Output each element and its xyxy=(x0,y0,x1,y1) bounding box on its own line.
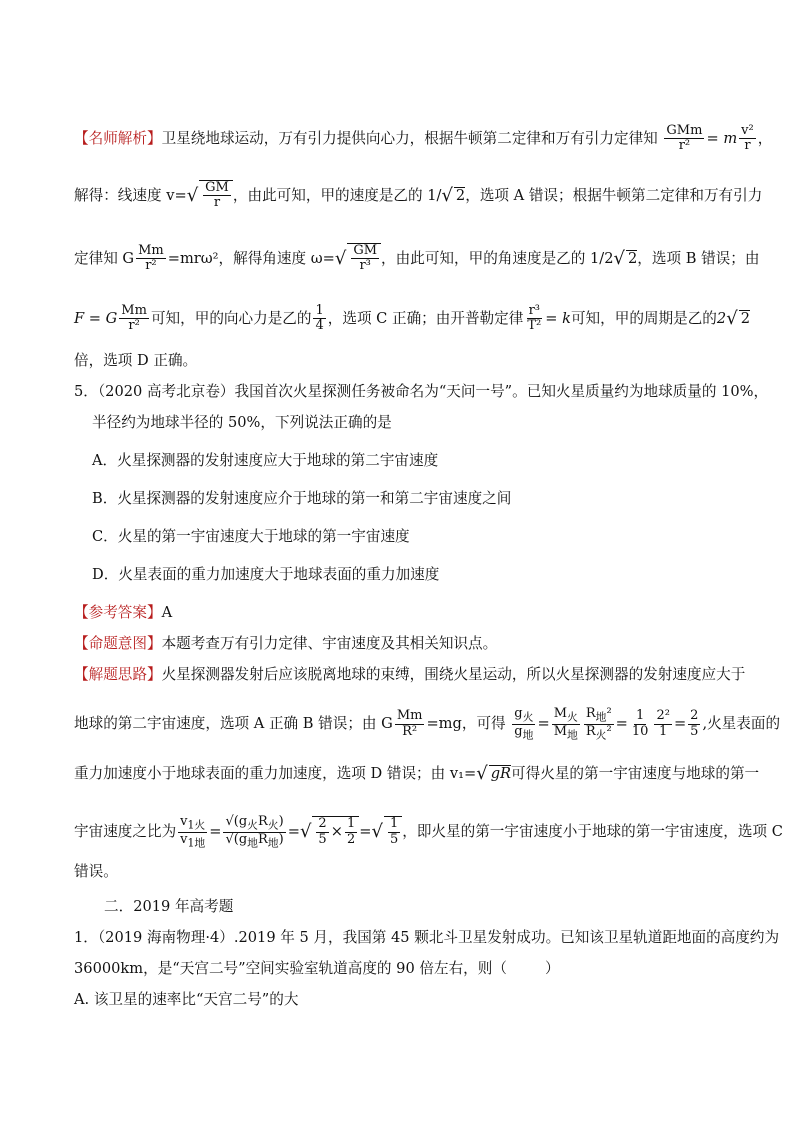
q5-solution-text-3b: 可得火星的第一宇宙速度与地球的第一 xyxy=(511,765,760,782)
formula-gm-r3: $\frac{GM}{\text{r³}}$ xyxy=(353,243,378,274)
analysis-text-1: 卫星绕地球运动，万有引力提供向心力，根据牛顿第二定律和万有引力定律知 xyxy=(161,129,658,147)
q5-stem-1: 5．（2020 高考北京卷）我国首次火星探测任务被命名为“天问一号”。已知火星质量约为地球质量的 10%， xyxy=(74,383,769,400)
q5-option-d-text: D．火星表面的重力加速度大于地球表面的重力加速度 xyxy=(92,566,440,583)
q5-answer-value: A xyxy=(161,604,173,621)
formula-two-squared-over-one: $\frac{\text{2²}}{1}$ xyxy=(656,708,670,739)
analysis-text-4c: 可知，甲的周期是乙的 xyxy=(570,309,717,327)
analysis-line-3: 定律知 G $\frac{Mm}{\text{r²}}$ =mrω²，解得角速度 ω=√ $\frac{GM}{\text{r³}}$ ，由此可知，甲的角速度是乙的 1/2√ 2，选项 B 错误；由 xyxy=(74,243,760,274)
analysis-text-2c: ，选项 A 错误；根据牛顿第二定律和万有引力 xyxy=(465,186,763,204)
analysis-text-5: 倍，选项 D 正确。 xyxy=(74,352,198,369)
formula-sqrt-gR: gR xyxy=(490,765,512,783)
q5-option-c xyxy=(92,527,410,547)
q5-option-b xyxy=(92,489,511,509)
q1-stem-2b: ） xyxy=(544,960,560,977)
q5-option-d xyxy=(92,565,439,585)
analysis-text-3b: =mrω²，解得角速度 ω= xyxy=(167,249,335,267)
analysis-line-4: F = G $\frac{Mm}{\text{r²}}$ 可知，甲的向心力是乙的 $\frac{1}{4}$ ，选项 C 正确；由开普勒定律 $\frac{\text{r³}}{\text{T²}}$ = k可知，甲的周期是乙的2√ 2 xyxy=(74,303,750,334)
analysis-text-3a: 定律知 G xyxy=(74,249,135,267)
q5-solution-text-3a: 重力加速度小于地球表面的重力加速度，选项 D 错误；由 v₁= xyxy=(74,765,477,782)
formula-m-ratio: $\frac{M_火}{M_地}$ xyxy=(553,706,578,742)
formula-mm-R2: $\frac{Mm}{\text{R²}}$ xyxy=(396,708,423,739)
q5-solution-text-2a: 地球的第二宇宙速度，选项 A 正确 B 错误；由 G xyxy=(74,715,393,732)
analysis-label: 【名师解析】 xyxy=(74,129,162,147)
formula-v1-ratio: $\frac{v_{1火}}{v_{1地}}$ xyxy=(180,814,206,850)
q5-solution-line-1 xyxy=(74,665,745,685)
q5-option-a xyxy=(92,451,438,471)
analysis-text-3c: ，由此可知，甲的角速度是乙的 1/2 xyxy=(381,249,614,267)
q5-solution-text-1: 火星探测器发射后应该脱离地球的束缚，围绕火星运动，所以火星探测器的发射速度应大于 xyxy=(161,666,746,683)
formula-two-fifths: $\frac{2}{5}$ xyxy=(690,708,699,739)
q1-stem-line-2 xyxy=(74,959,560,979)
q5-solution-line-2: 地球的第二宇宙速度，选项 A 正确 B 错误；由 G $\frac{Mm}{\text{R²}}$ =mg，可得 $\frac{g_火}{g_地}$ = $\frac{M_火}{M_地}$ $\frac{R_地^2}{R_火^2}$ = $\frac{1}{10}$ $\frac{\text{2²}}{1}$ = $\frac{2}{5}$ ,火星表面的 xyxy=(74,706,781,742)
analysis-text-2a: 解得：线速度 v= xyxy=(74,186,187,204)
formula-g-ratio: $\frac{g_火}{g_地}$ xyxy=(514,706,534,742)
q1-stem-1: 1．（2019 海南物理·4）.2019 年 5 月，我国第 45 颗北斗卫星发射成功。已知该卫星轨道距地面的高度约为 xyxy=(74,929,780,946)
q5-solution-line-4: 宇宙速度之比为 $\frac{v_{1火}}{v_{1地}}$ = $\frac{√(g_火R_火)}{√(g_地R_地)}$ =√ $\frac{2}{5}$ × $\frac{1}{2}$ =√ $\frac{1}{5}$ ，即火星的第一宇宙速度小于地球的第一宇宙速度，选项 C xyxy=(74,814,783,850)
analysis-text-4a: 可知，甲的向心力是乙的 xyxy=(150,309,312,327)
q1-stem-2a: 36000km，是“天宫二号”空间实验室轨道高度的 90 倍左右，则（ xyxy=(74,960,507,977)
q1-option-a xyxy=(74,990,298,1010)
q5-solution-text-4a: 宇宙速度之比为 xyxy=(74,823,177,840)
q5-stem-line-2 xyxy=(92,413,392,433)
formula-mm-r2-b: $\frac{Mm}{\text{r²}}$ xyxy=(121,303,147,334)
q5-option-c-text: C．火星的第一宇宙速度大于地球的第一宇宙速度 xyxy=(92,528,410,545)
formula-r-ratio: $\frac{R_地^2}{R_火^2}$ xyxy=(585,706,612,742)
analysis-line-2: 解得：线速度 v=√ $\frac{GM}{r}$ ，由此可知，甲的速度是乙的 1/√ 2，选项 A 错误；根据牛顿第二定律和万有引力 xyxy=(74,180,763,211)
q5-stem-2: 半径约为地球半径的 50%，下列说法正确的是 xyxy=(92,414,392,431)
q5-answer-label: 【参考答案】 xyxy=(74,604,162,621)
q5-answer-line xyxy=(74,603,172,623)
q1-stem-line-1 xyxy=(74,928,779,948)
q5-solution-text-4b: ，即火星的第一宇宙速度小于地球的第一宇宙速度，选项 C xyxy=(402,823,783,840)
q5-solution-text-5: 错误。 xyxy=(74,863,118,880)
q1-option-a-text: A. 该卫星的速率比“天宫二号”的大 xyxy=(74,991,299,1008)
formula-v2-over-r: $\frac{\text{v²}}{r}$ xyxy=(741,123,754,154)
analysis-text-2b: ，由此可知，甲的速度是乙的 1/ xyxy=(232,186,442,204)
q5-option-b-text: B．火星探测器的发射速度应介于地球的第一和第二宇宙速度之间 xyxy=(92,490,512,507)
formula-f-equals-g: F = G xyxy=(74,309,118,327)
analysis-text-3d: ，选项 B 错误；由 xyxy=(637,249,760,267)
analysis-line-5 xyxy=(74,351,197,371)
q5-solution-line-3: 重力加速度小于地球表面的重力加速度，选项 D 错误；由 v₁=√ gR可得火星的第一宇宙速度与地球的第一 xyxy=(74,763,760,784)
section-heading-2019 xyxy=(104,897,233,917)
formula-one-tenth: $\frac{1}{10}$ xyxy=(631,708,649,739)
q5-solution-text-2c: ,火星表面的 xyxy=(702,715,781,732)
q5-stem-line-1 xyxy=(74,382,768,402)
formula-sqrt-gR-ratio: $\frac{√(g_火R_火)}{√(g_地R_地)}$ xyxy=(225,814,284,850)
formula-gmm-r2: $\frac{\text{GMm}}{\text{r²}}$ xyxy=(666,123,703,154)
q5-solution-line-5 xyxy=(74,862,118,882)
q5-intent-label: 【命题意图】 xyxy=(74,635,162,652)
formula-one-fifth: $\frac{1}{5}$ xyxy=(389,816,399,847)
q5-option-a-text: A．火星探测器的发射速度应大于地球的第二宇宙速度 xyxy=(92,452,439,469)
formula-gm-over-r: $\frac{GM}{r}$ xyxy=(205,180,229,211)
formula-one-quarter: $\frac{1}{4}$ xyxy=(315,303,324,334)
formula-mm-r2: $\frac{Mm}{\text{r²}}$ xyxy=(138,243,164,274)
q5-intent-text: 本题考查万有引力定律、宇宙速度及其相关知识点。 xyxy=(161,635,498,652)
q5-solution-label: 【解题思路】 xyxy=(74,666,162,683)
q5-solution-text-2b: =mg，可得 xyxy=(426,715,506,732)
analysis-line-1: 【名师解析】卫星绕地球运动，万有引力提供向心力，根据牛顿第二定律和万有引力定律知 $\frac{\text{GMm}}{\text{r²}}$ = m $\frac{\text{v²}}{r}$ ， xyxy=(74,123,773,154)
q5-intent-line xyxy=(74,634,497,654)
formula-equals-mv2r: = m xyxy=(706,129,738,147)
formula-r3-t2: $\frac{\text{r³}}{\text{T²}}$ xyxy=(527,303,542,334)
analysis-text-4b: ，选项 C 正确；由开普勒定律 xyxy=(327,309,524,327)
section-heading-text: 二．2019 年高考题 xyxy=(104,898,234,915)
